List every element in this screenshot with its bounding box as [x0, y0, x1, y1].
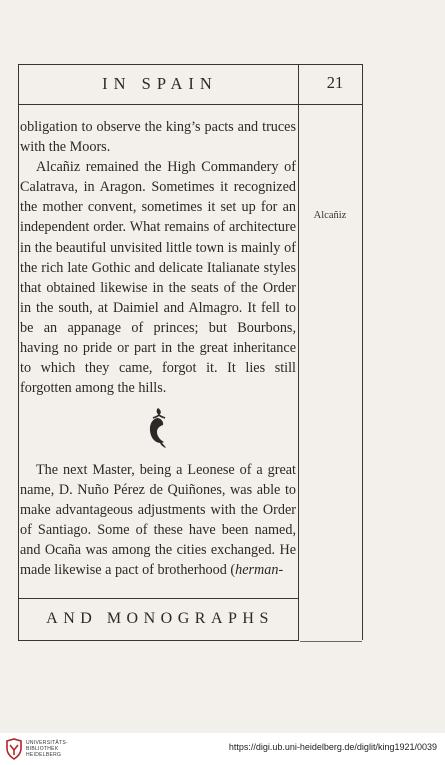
- frame-right-line: [362, 64, 363, 640]
- body-text-continued: [20, 460, 296, 581]
- paragraph-2: Alcañiz remained the High Commandery of Calatrava, in Aragon. Sometimes it recognized the mother convent, sometimes it set up for an independent order. What remains of architecture in the beautiful unvisited little town is mainly of the rich late Gothic and delicate Italianate styles that obtained likewise in the seats of the Order in the south, at Daimiel and Almagro. It fell to be an appanage of princes; but Bourbons, having no pride or part in the great inheritance to which they came, forgot it. It lies still forgotten among the hills.: [20, 159, 296, 397]
- logo-line-2: BIBLIOTHEK: [26, 746, 59, 752]
- header-rule: [18, 104, 363, 105]
- university-library-logo-icon[interactable]: [5, 738, 23, 760]
- frame-top-line: [18, 64, 363, 65]
- margin-stub-line: [300, 641, 362, 642]
- pomegranate-ornament-icon: [144, 406, 174, 450]
- page-number: 21: [326, 73, 344, 92]
- body-text: [20, 117, 296, 398]
- frame-middle-line: [298, 64, 299, 640]
- paragraph-3-italic: herman-: [235, 562, 284, 579]
- frame-left-line: [18, 64, 19, 640]
- paragraph-3-text: The next Master, being a Leonese of a great name, D. Nuño Pérez de Quiñones, was able to make advantageous adjustments with the Order of Santiago. Some of these have been named, and Ocaña was among the cities exchanged. He made likewise a pact of brotherhood (: [20, 462, 296, 579]
- library-logo-text: [26, 740, 68, 758]
- library-footer-bar: [0, 733, 445, 765]
- margin-note: Alcañiz: [313, 210, 347, 221]
- logo-line-1: UNIVERSITÄTS-: [26, 740, 68, 746]
- running-head: IN SPAIN: [102, 74, 218, 93]
- frame-bottom-line: [18, 640, 299, 641]
- paragraph-3: [20, 460, 296, 581]
- logo-line-3: HEIDELBERG: [26, 752, 62, 758]
- digitization-url-link[interactable]: https://digi.ub.uni-heidelberg.de/diglit/king1921/0039: [228, 742, 437, 752]
- series-footer-title: AND MONOGRAPHS: [46, 610, 274, 627]
- paragraph-1: obligation to observe the king’s pacts and truces with the Moors.: [20, 119, 296, 156]
- footer-rule: [18, 598, 299, 599]
